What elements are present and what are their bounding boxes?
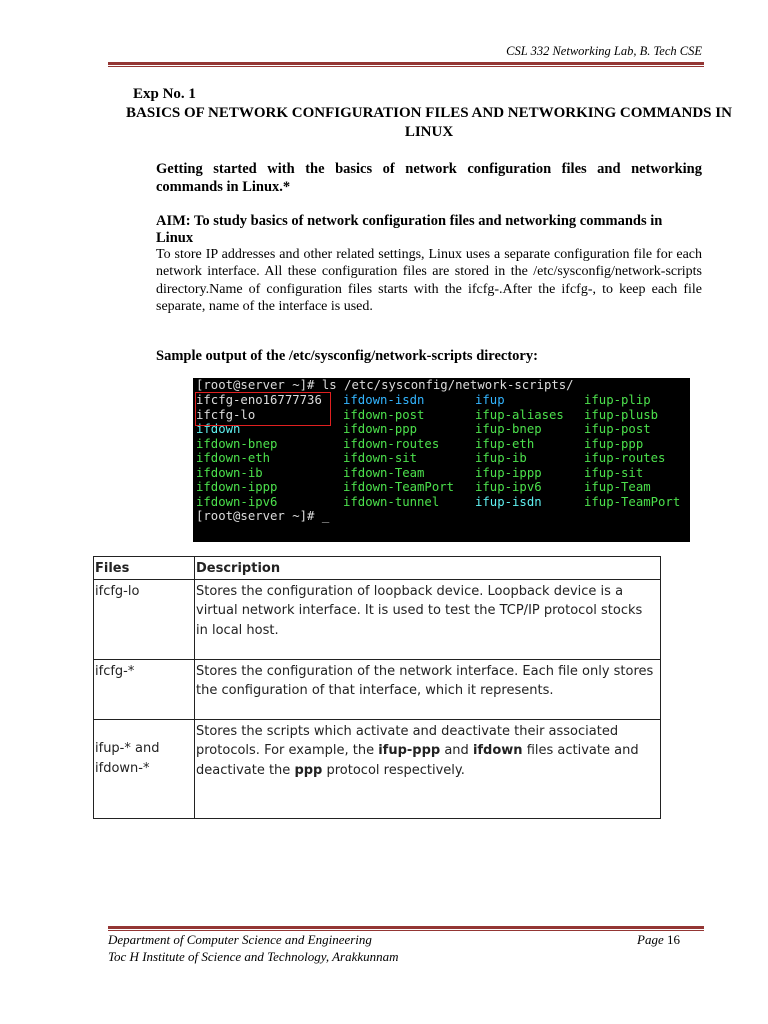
aim-body: To store IP addresses and other related settings, Linux uses a separate configuration file for each network interface. All these configuration files are stored in the /etc/sysconfig/network-scripts directory.Name of configuration files starts with the ifcfg-.After the ifcfg-, to keep each file separate, name of the interface is used. <box>156 247 702 314</box>
table-cell-description <box>195 719 661 818</box>
page-label: Page <box>637 932 664 947</box>
sample-output-heading: Sample output of the /etc/sysconfig/network-scripts directory: <box>156 348 538 364</box>
terminal-cell: ifdown-routes <box>343 436 440 451</box>
footer-rule-thin <box>108 930 704 931</box>
terminal-cell: ifdown-Team <box>343 465 425 480</box>
terminal-cell: ifdown-eth <box>196 451 271 465</box>
desc-text: Stores the scripts which activate and deactivate their associated protocols. For example, the <box>196 723 619 758</box>
terminal-cell: ifup-bnep <box>475 422 542 436</box>
file-name-line: ifup-* and <box>95 741 160 756</box>
aim-heading: AIM: To study basics of network configuration files and networking commands in Linux <box>156 213 663 246</box>
terminal-cell: ifdown-tunnel <box>343 494 440 509</box>
terminal-cell: ifdown-bnep <box>196 436 278 451</box>
footer-page-number <box>637 932 680 948</box>
terminal-cell: ifdown-isdn <box>343 393 425 407</box>
desc-bold-term: ifdown <box>472 743 523 758</box>
table-header-description: Description <box>195 557 661 580</box>
terminal-cell: ifup-Team <box>584 480 651 494</box>
intro-paragraph: Getting started with the basics of network configuration files and networking commands in Linux.* <box>156 161 702 195</box>
table-cell-file <box>94 719 195 818</box>
experiment-number: Exp No. 1 <box>133 86 196 102</box>
table-row <box>94 659 661 719</box>
terminal-cell: ifup-ib <box>475 451 527 465</box>
highlight-box <box>195 392 331 426</box>
table-header-files: Files <box>94 557 195 580</box>
terminal-cell: ifdown <box>196 422 241 436</box>
desc-text: files activate and deactivate the <box>196 743 639 778</box>
header-rule <box>108 62 704 65</box>
table-row <box>94 719 661 818</box>
table-cell-description: Stores the configuration of the network interface. Each file only stores the configuration of that interface, which it represents. <box>195 659 661 719</box>
terminal-cell: ifdown-ippp <box>196 480 278 494</box>
terminal-cell: ifup-ipv6 <box>475 480 542 494</box>
desc-bold-term: ppp <box>294 762 323 778</box>
terminal-command-line: [root@server ~]# ls /etc/sysconfig/network-scripts/ <box>196 378 574 392</box>
terminal-cell: ifdown-sit <box>343 451 418 465</box>
terminal-cell: ifup-TeamPort <box>584 494 681 509</box>
desc-text: protocol respectively. <box>322 762 465 778</box>
terminal-cell: ifup-ippp <box>475 465 542 480</box>
terminal-cell: ifup-isdn <box>475 494 542 509</box>
terminal-cell: ifdown-ipv6 <box>196 494 278 509</box>
terminal-cell: ifup-ppp <box>584 436 644 451</box>
desc-bold-term: ifup-ppp <box>378 743 441 758</box>
footer-department: Department of Computer Science and Engineering <box>108 932 372 947</box>
terminal-cell: ifup-plusb <box>584 407 659 422</box>
terminal-cell: ifup <box>475 393 505 407</box>
terminal-cell: ifup-sit <box>584 465 644 480</box>
table-header-row <box>94 557 661 580</box>
terminal-cell: ifdown-post <box>343 407 425 422</box>
footer-institute: Toc H Institute of Science and Technology, Arakkunnam <box>108 949 399 964</box>
terminal-cell: ifup-eth <box>475 436 535 451</box>
terminal-cell: ifcfg-eno16777736 <box>196 393 322 407</box>
file-name-line: ifdown-* <box>95 760 150 776</box>
running-header: CSL 332 Networking Lab, B. Tech CSE <box>506 44 702 58</box>
terminal-cell: ifdown-ib <box>196 465 263 480</box>
terminal-cell: ifdown-TeamPort <box>343 480 455 494</box>
desc-text: and <box>440 743 473 758</box>
table-row <box>94 579 661 659</box>
experiment-title: BASICS OF NETWORK CONFIGURATION FILES AND NETWORKING COMMANDS IN LINUX <box>126 105 732 140</box>
header-rule-thin <box>108 66 704 67</box>
terminal-cell: ifup-post <box>584 422 651 436</box>
table-cell-file: ifcfg-* <box>94 659 195 719</box>
files-description-table <box>93 556 661 819</box>
terminal-prompt-line: [root@server ~]# _ <box>196 509 330 523</box>
terminal-cell: ifup-plip <box>584 393 651 407</box>
footer-rule <box>108 926 704 929</box>
terminal-cell: ifcfg-lo <box>196 407 256 422</box>
table-cell-description: Stores the configuration of loopback device. Loopback device is a virtual network interface. It is used to test the TCP/IP protocol stocks in local host. <box>195 579 661 659</box>
terminal-cell: ifup-aliases <box>475 407 564 422</box>
terminal-cell: ifup-routes <box>584 451 666 465</box>
terminal-cell: ifdown-ppp <box>343 422 418 436</box>
terminal-screenshot <box>193 378 690 542</box>
page-number: 16 <box>666 932 680 947</box>
table-cell-file: ifcfg-lo <box>94 579 195 659</box>
